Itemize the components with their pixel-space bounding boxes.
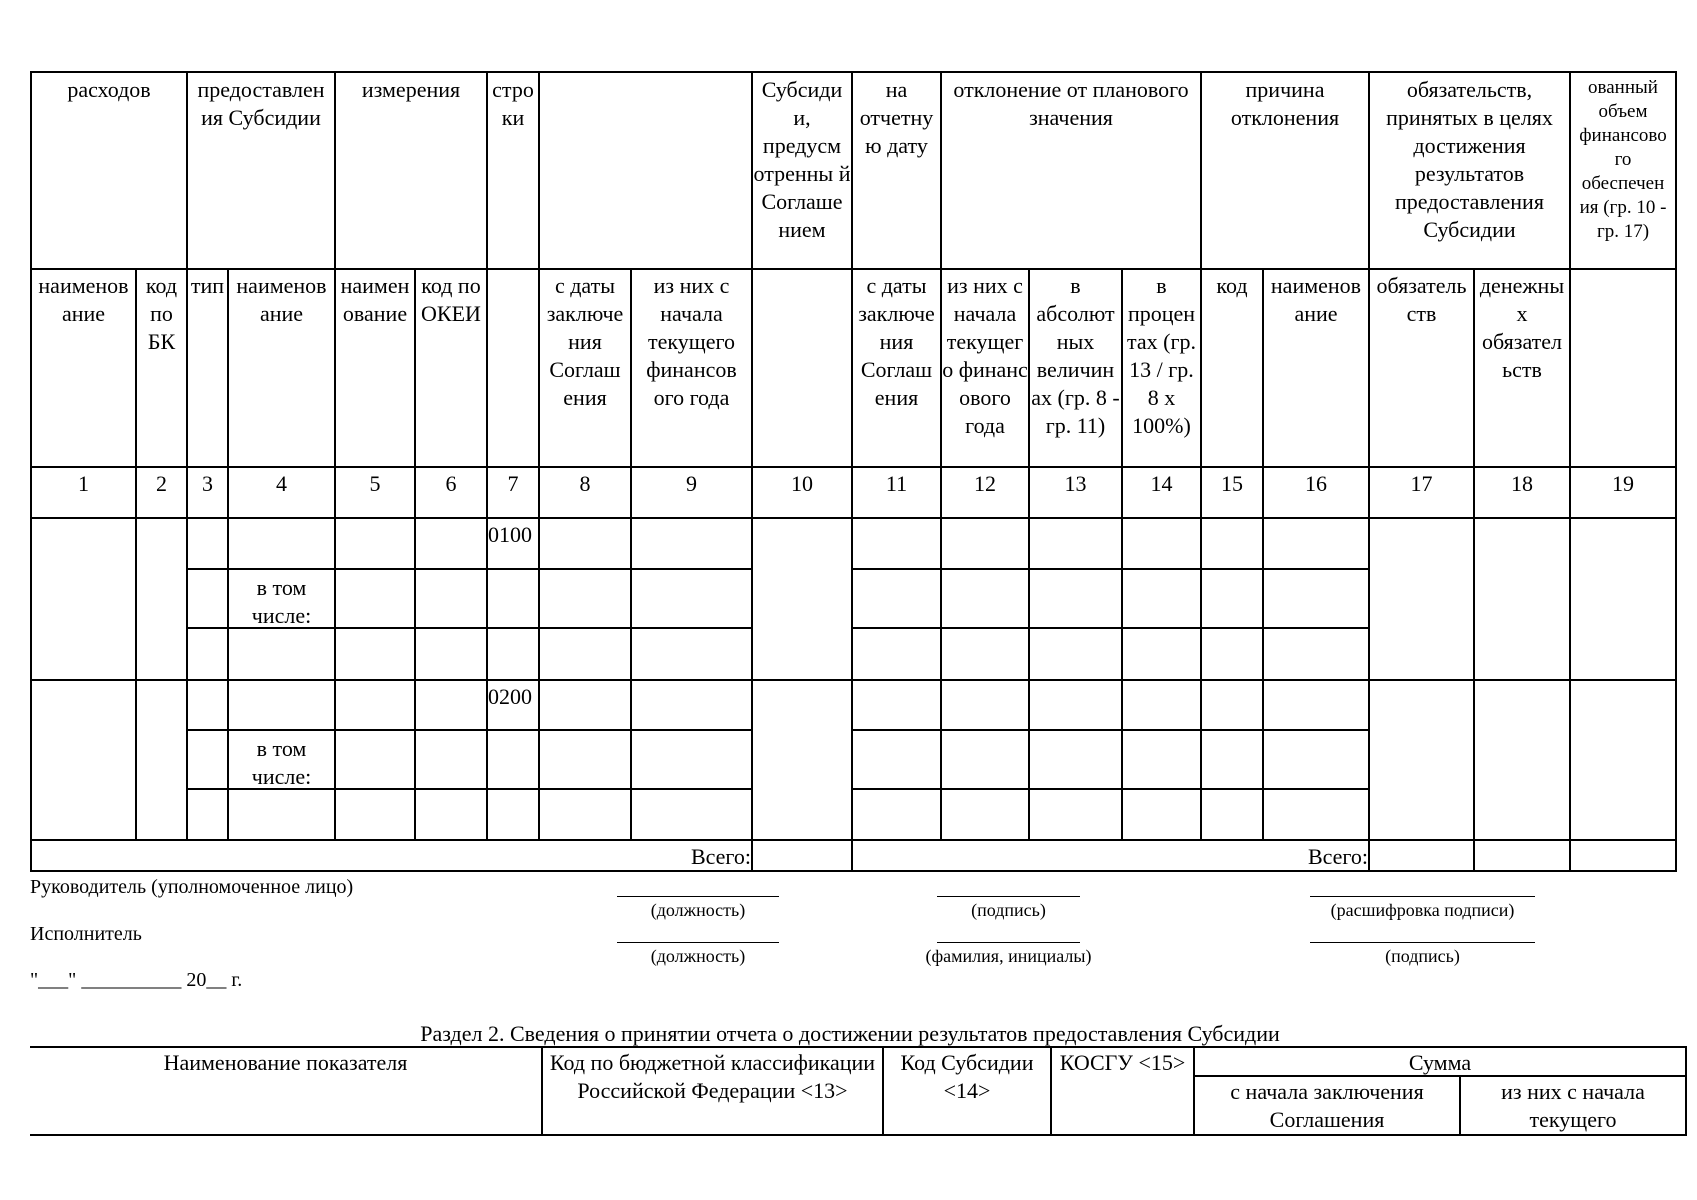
in-that-number-label: в том числе: — [251, 575, 312, 628]
colnum-2: 2 — [156, 471, 167, 496]
row-code-0200: 0200 — [488, 684, 532, 709]
colnum-5: 5 — [369, 471, 381, 496]
col-sum: Сумма — [1408, 1050, 1472, 1075]
colnum-7: 7 — [507, 471, 519, 496]
header-reporting-date: на отчетну ю дату — [859, 77, 934, 158]
colnum-1: 1 — [78, 471, 89, 496]
header-subsidy-provision: предоставлен ия Субсидии — [197, 77, 325, 130]
head-label: Руководитель (уполномоченное лицо) — [30, 876, 354, 898]
colnum-14: 14 — [1150, 471, 1173, 496]
subheader-col-1: наименов ание — [38, 273, 129, 326]
subheader-col-4: наименов ание — [236, 273, 327, 326]
subheader-col-17: обязатель ств — [1376, 273, 1467, 326]
subheader-col-6: код по ОКЕИ — [421, 273, 481, 326]
subheader-col-9: из них с начала текущего финансов ого года — [646, 273, 737, 410]
row-code-0100: 0100 — [488, 522, 532, 547]
colnum-9: 9 — [686, 471, 697, 496]
colnum-19: 19 — [1612, 471, 1634, 496]
colnum-3: 3 — [202, 471, 213, 496]
header-deviation-reason: причина отклонения — [1230, 77, 1340, 130]
col-indicator-name: Наименование показателя — [163, 1050, 408, 1075]
col-sum-current: из них с начала текущего — [1501, 1079, 1645, 1132]
colnum-16: 16 — [1305, 471, 1327, 496]
header-financial-volume: ованный объем финансово го обеспечен ия (гр. 10 - гр. 17) — [1579, 77, 1667, 242]
col-kosgu: КОСГУ <15> — [1059, 1050, 1186, 1075]
colnum-6: 6 — [445, 471, 457, 496]
subheader-col-5: наимен ование — [340, 273, 410, 326]
in-that-number-label: в том числе: — [251, 736, 312, 789]
colnum-10: 10 — [791, 471, 813, 496]
signature-caption: (подпись) — [971, 900, 1046, 920]
subheader-col-15: код — [1216, 273, 1248, 298]
total-label: Всего: — [1307, 844, 1368, 869]
executor-position-caption: (должность) — [650, 946, 746, 966]
colnum-12: 12 — [974, 471, 996, 496]
signature-decode-caption: (расшифровка подписи) — [1330, 900, 1515, 920]
subheader-col-13: в абсолют ных величин ах (гр. 8 - гр. 11) — [1031, 273, 1120, 438]
colnum-17: 17 — [1410, 471, 1433, 496]
subheader-col-2: код по БК — [145, 273, 178, 354]
header-deviation: отклонение от планового значения — [953, 77, 1189, 130]
executor-fio-caption: (фамилия, инициалы) — [925, 946, 1092, 966]
subheader-col-14: в процен тах (гр. 13 / гр. 8 x 100%) — [1127, 273, 1196, 438]
colnum-11: 11 — [885, 471, 908, 496]
colnum-8: 8 — [579, 471, 591, 496]
header-expenses: расходов — [67, 77, 151, 102]
header-row: стро ки — [492, 77, 534, 130]
header-subsidy-agreement: Субсиди и, предусм отренны й Соглаше нием — [753, 77, 851, 242]
subheader-col-3: тип — [190, 273, 225, 298]
position-caption: (должность) — [650, 900, 746, 920]
header-obligations: обязательств, принятых в целях достижения результатов предоставления Субсидии — [1386, 77, 1553, 242]
colnum-13: 13 — [1064, 471, 1087, 496]
subheader-col-8: с даты заключе ния Соглаш ения — [546, 273, 624, 410]
subheader-col-18: денежны х обязател ьств — [1479, 273, 1565, 382]
subheader-col-16: наименов ание — [1270, 273, 1362, 326]
colnum-15: 15 — [1221, 471, 1243, 496]
executor-signature-caption: (подпись) — [1385, 946, 1460, 966]
subheader-col-12: из них с начала текущег о финанс ового года — [942, 273, 1028, 438]
total-label: Всего: — [690, 844, 751, 869]
date-line: "___" __________ 20__ г. — [30, 969, 243, 991]
colnum-18: 18 — [1511, 471, 1533, 496]
colnum-4: 4 — [276, 471, 287, 496]
subheader-col-11: с даты заключе ния Соглаш ения — [858, 273, 935, 410]
executor-label: Исполнитель — [30, 923, 142, 945]
section-2-title: Раздел 2. Сведения о принятии отчета о достижении результатов предоставления Субсидии — [420, 1021, 1280, 1046]
col-sum-from-start: с начала заключения Соглашения — [1230, 1079, 1424, 1132]
col-kbk: Код по бюджетной классификации Российской Федерации <13> — [549, 1050, 876, 1103]
col-subsidy-code: Код Субсидии <14> — [900, 1050, 1034, 1103]
header-measurement: измерения — [361, 77, 461, 102]
